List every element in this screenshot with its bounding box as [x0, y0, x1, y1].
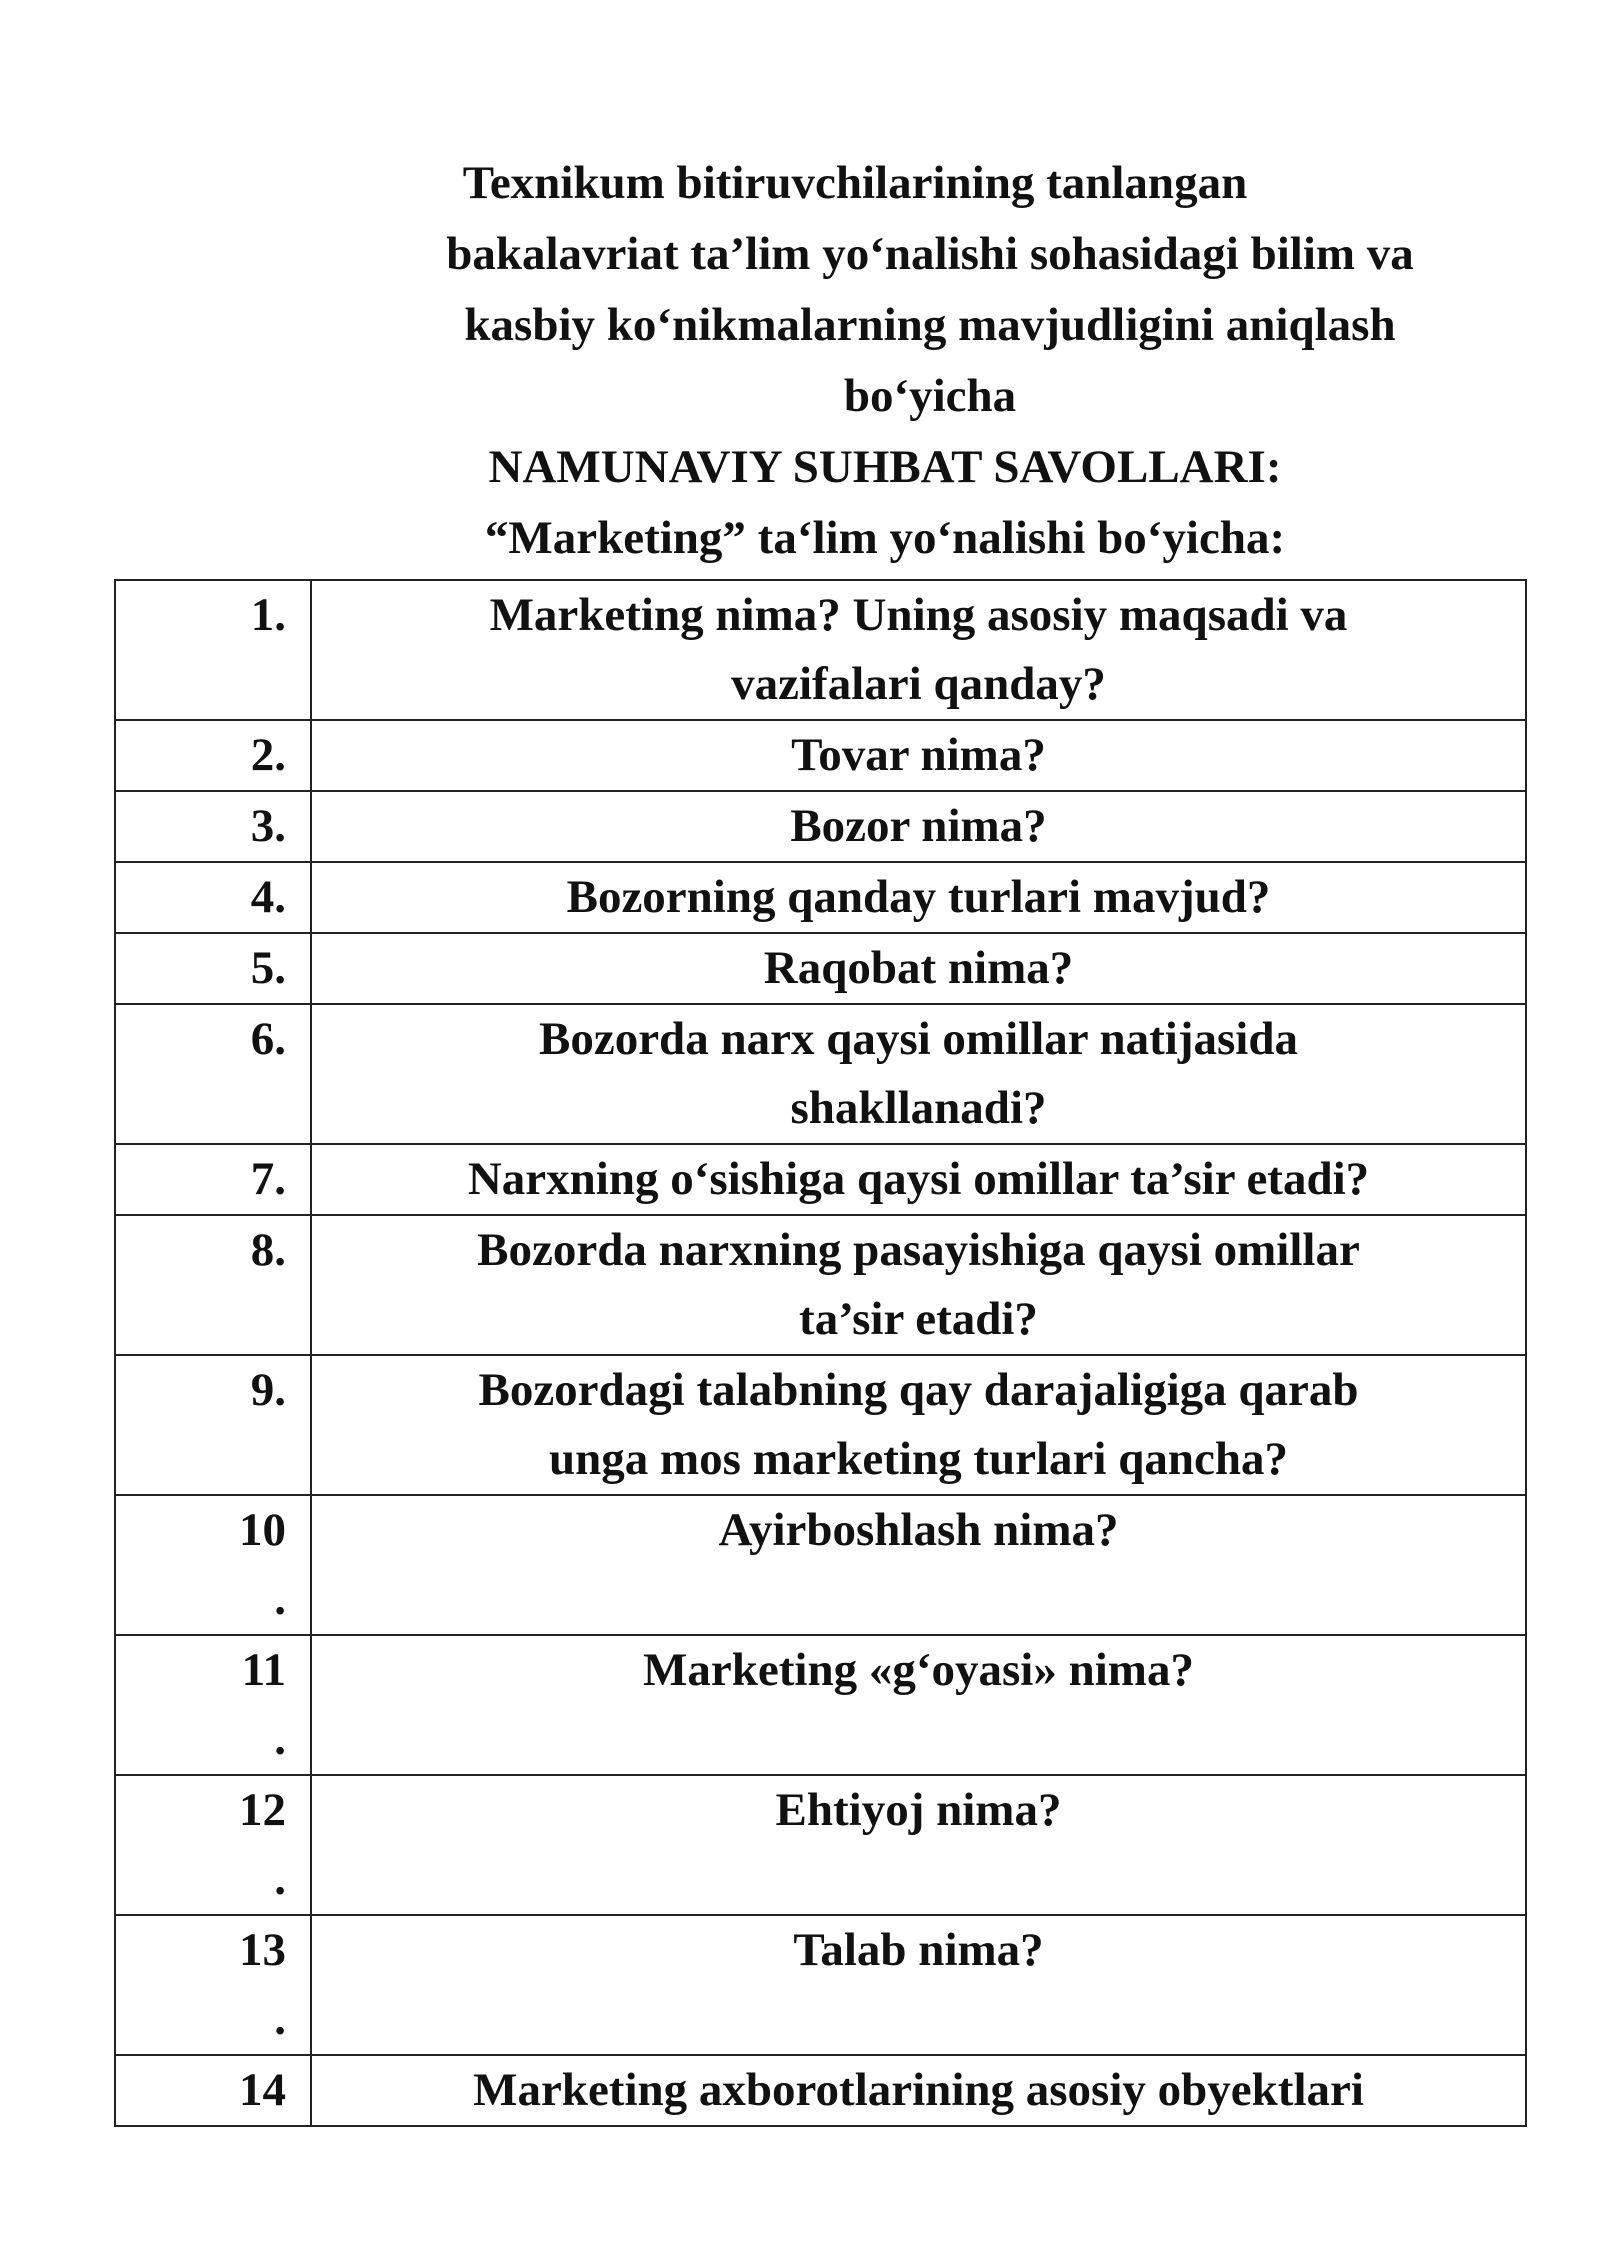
question-number-cell [115, 1144, 311, 1215]
question-number: 8. [250, 1224, 286, 1276]
question-row [115, 1215, 1526, 1355]
question-text-line: Bozordagi talabning qay darajaligiga qarab [478, 1364, 1359, 1416]
question-row [115, 1355, 1526, 1495]
question-row [115, 580, 1526, 720]
question-text-line: Marketing axborotlarining asosiy obyektlari [473, 2064, 1364, 2116]
question-number: 14 [239, 2064, 286, 2116]
question-text-cell [311, 1144, 1526, 1215]
question-number: 2. [250, 729, 286, 781]
question-text-line: Bozorda narx qaysi omillar natijasida [538, 1013, 1299, 1065]
question-text-line: Bozorning qanday turlari mavjud? [566, 871, 1271, 923]
question-text-line: Ayirboshlash nima? [718, 1504, 1119, 1556]
question-text-cell [311, 580, 1526, 720]
question-number-cell [115, 1915, 311, 2055]
question-number: 6. [250, 1013, 286, 1065]
question-row [115, 1495, 1526, 1635]
question-number-cell [115, 1775, 311, 1915]
question-number: 7. [250, 1153, 286, 1205]
question-row [115, 2055, 1526, 2126]
question-number-cell [115, 1495, 311, 1635]
question-number-cell [115, 580, 311, 720]
question-text-cell [311, 1635, 1526, 1775]
question-text-line: ta’sir etadi? [799, 1293, 1038, 1345]
question-number-cell [115, 720, 311, 791]
document-title [340, 148, 1480, 574]
question-row [115, 720, 1526, 791]
question-text-cell [311, 1775, 1526, 1915]
question-row [115, 933, 1526, 1004]
question-text-cell [311, 1355, 1526, 1495]
question-text-cell [311, 1915, 1526, 2055]
title-line: kasbiy ko‘nikmalarning mavjudligini aniqlash [464, 299, 1396, 351]
question-number-cell [115, 933, 311, 1004]
question-number-dot: . [274, 1993, 286, 2045]
question-number-cell [115, 1355, 311, 1495]
question-number-cell [115, 1635, 311, 1775]
question-text-line: Marketing nima? Uning asosiy maqsadi va [489, 589, 1348, 641]
question-number: 5. [250, 942, 286, 994]
question-text-line: unga mos marketing turlari qancha? [549, 1433, 1288, 1485]
questions-table [114, 579, 1527, 2127]
title-line: bakalavriat ta’lim yo‘nalishi sohasidagi bilim va [446, 228, 1414, 280]
question-number: 1. [250, 589, 286, 641]
question-text-line: Ehtiyoj nima? [775, 1784, 1062, 1836]
question-number-dot: . [274, 1713, 286, 1765]
question-text-line: Raqobat nima? [763, 942, 1074, 994]
question-text-cell [311, 1215, 1526, 1355]
question-number-cell [115, 1215, 311, 1355]
question-text-cell [311, 933, 1526, 1004]
question-text-line: Narxning o‘sishiga qaysi omillar ta’sir etadi? [467, 1153, 1370, 1205]
question-text-line: Tovar nima? [791, 729, 1046, 781]
question-text-cell [311, 720, 1526, 791]
question-number-cell [115, 791, 311, 862]
question-text-line: vazifalari qanday? [731, 658, 1106, 710]
subtitle-heading: NAMUNAVIY SUHBAT SAVOLLARI: [488, 441, 1282, 493]
question-number-dot: . [274, 1853, 286, 1905]
question-number: 13 [239, 1924, 286, 1976]
question-row [115, 1004, 1526, 1144]
question-row [115, 791, 1526, 862]
question-number-cell [115, 1004, 311, 1144]
title-line: Texnikum bitiruvchilarining tanlangan [462, 157, 1248, 209]
question-text-line: Bozorda narxning pasayishiga qaysi omillar [477, 1224, 1360, 1276]
question-number: 3. [250, 800, 286, 852]
question-number-cell [115, 862, 311, 933]
question-number: 12 [239, 1784, 286, 1836]
question-number: 9. [250, 1364, 286, 1416]
question-text-cell [311, 1495, 1526, 1635]
question-number: 4. [250, 871, 286, 923]
question-text-line: Marketing «g‘oyasi» nima? [643, 1644, 1194, 1696]
question-number: 11 [241, 1644, 286, 1696]
subject-line: “Marketing” ta‘lim yo‘nalishi bo‘yicha: [484, 512, 1286, 564]
question-number: 10 [239, 1504, 286, 1556]
question-text-cell [311, 791, 1526, 862]
question-text-line: shakllanadi? [790, 1082, 1047, 1134]
question-text-line: Talab nima? [793, 1924, 1044, 1976]
question-row [115, 862, 1526, 933]
question-text-cell [311, 2055, 1526, 2126]
question-text-cell [311, 1004, 1526, 1144]
question-number-dot: . [274, 1573, 286, 1625]
question-text-cell [311, 862, 1526, 933]
question-number-cell [115, 2055, 311, 2126]
question-row [115, 1775, 1526, 1915]
question-row [115, 1144, 1526, 1215]
title-line: bo‘yicha [843, 370, 1017, 422]
question-row [115, 1915, 1526, 2055]
questions-table-body [115, 580, 1526, 2126]
question-row [115, 1635, 1526, 1775]
question-text-line: Bozor nima? [790, 800, 1047, 852]
